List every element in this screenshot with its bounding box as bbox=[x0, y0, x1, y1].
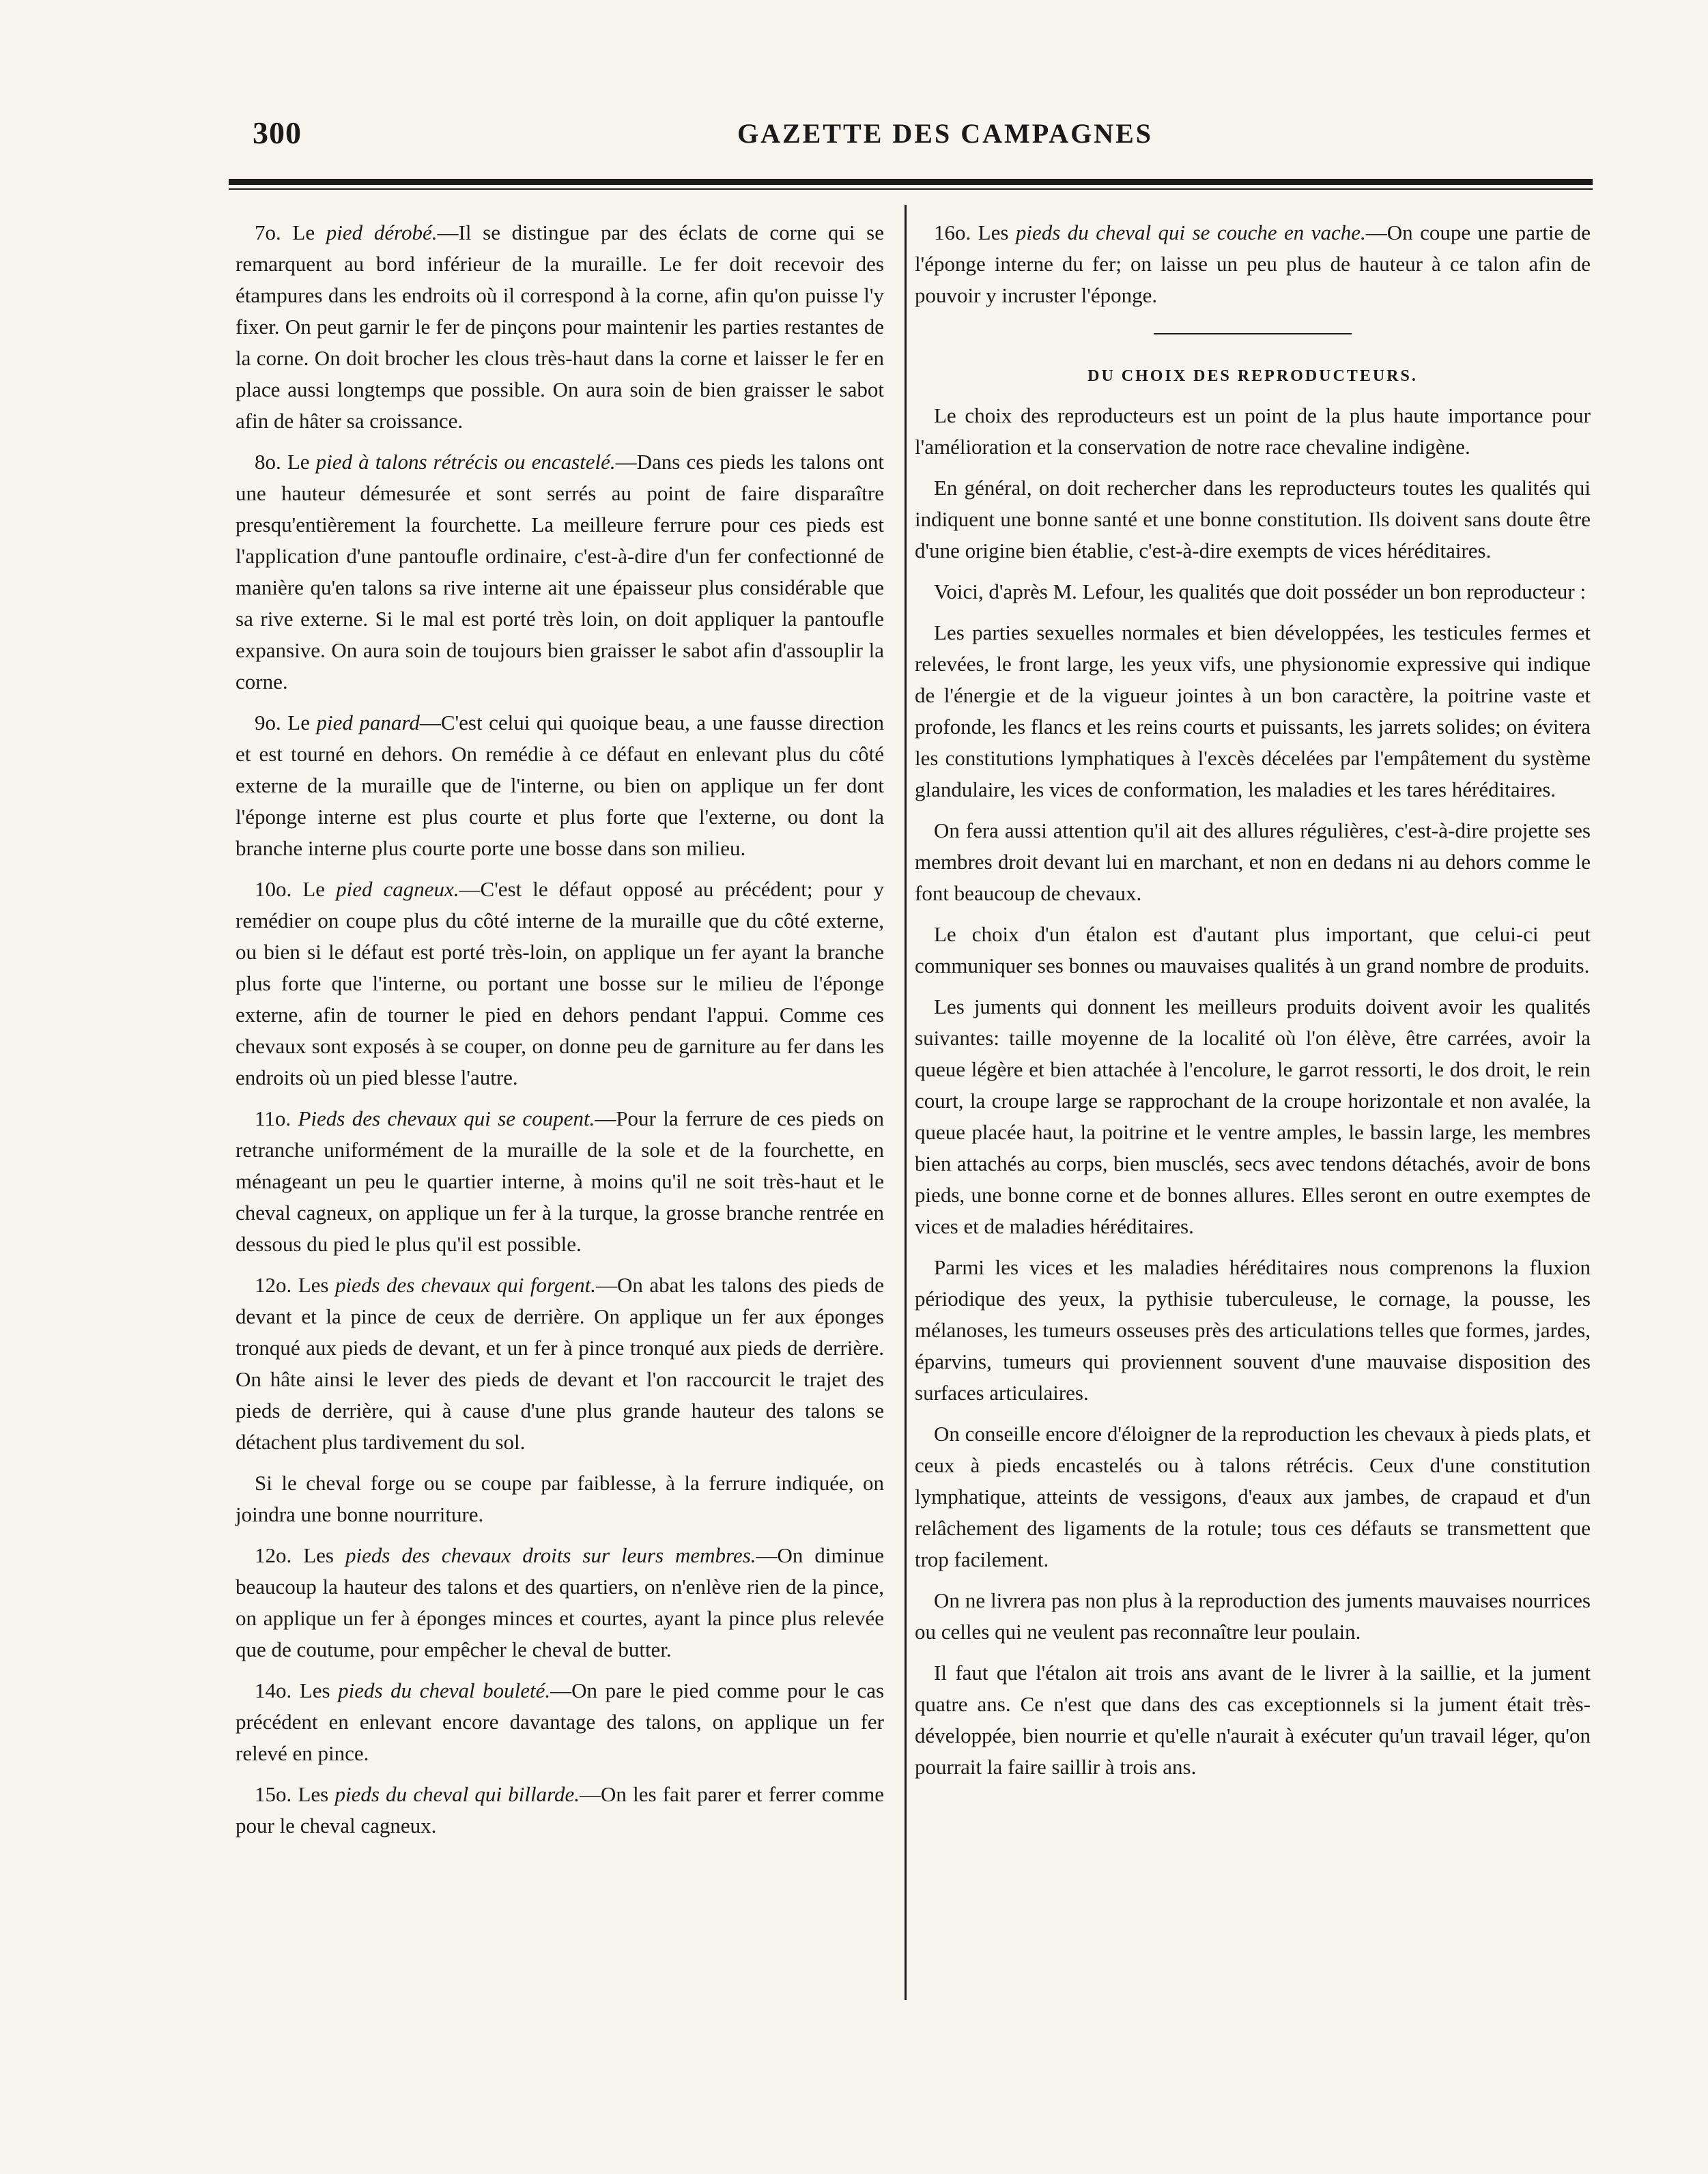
page-number: 300 bbox=[253, 115, 302, 150]
paragraph-14: 14o. Les pieds du cheval bouleté.—On pare le pied comme pour le cas précédent en enlevant encore davantage des talons, on applique un fer relevé en pince. bbox=[236, 1678, 885, 1765]
right-paragraph: Le choix d'un étalon est d'autant plus important, que celui-ci peut communiquer ses bonnes ou mauvaises qualités à un grand nombre de produits. bbox=[915, 922, 1591, 977]
right-paragraph: On fera aussi attention qu'il ait des allures régulières, c'est-à-dire projette ses membres droit devant lui en marchant, et non en dedans ni au dehors comme le font beaucoup de chevaux. bbox=[915, 818, 1591, 905]
paragraph-7: 7o. Le pied dérobé.—Il se distingue par des éclats de corne qui se remarquent au bord inférieur de la muraille. Le fer doit recevoir des étampures dans les endroits où il correspond à la corne, afin qu'on puisse l'y fixer. On peut garnir le fer de pinçons pour maintenir les parties restantes de la corne. On doit brocher les clous très-haut dans la corne et laisser le fer en place aussi longtemps que possible. On aura soin de bien graisser le sabot afin de hâter sa croissance. bbox=[236, 220, 884, 433]
paragraph-9: 9o. Le pied panard—C'est celui qui quoique beau, a une fausse direction et est tourné en dehors. On remédie à ce défaut en enlevant plus du côté externe de la muraille que de l'interne, ou bien on applique un fer dont l'éponge interne est plus courte et plus forte que l'externe, ou dont la branche interne plus courte porte une bosse dans son milieu. bbox=[236, 711, 884, 860]
section-rule bbox=[1154, 333, 1352, 334]
right-paragraph: Parmi les vices et les maladies héréditaires nous comprenons la fluxion périodique des yeux, la pythisie tuberculeuse, le cornage, la pousse, les mélanoses, les tumeurs osseuses près des articulations telles que formes, jardes, éparvins, tumeurs qui proviennent souvent d'une mauvaise disposition des surfaces articulaires. bbox=[915, 1255, 1591, 1405]
section-heading: DU CHOIX DES REPRODUCTEURS. bbox=[1087, 367, 1418, 385]
paragraph-8: 8o. Le pied à talons rétrécis ou encastelé.—Dans ces pieds les talons ont une hauteur démesurée et sont serrés au point de faire disparaître presqu'entièrement la fourchette. La meilleure ferrure pour ces pieds est l'application d'une pantoufle ordinaire, c'est-à-dire d'un fer confectionné de manière qu'en talons sa rive interne ait une épaisseur plus considérable que sa rive externe. Si le mal est porté très loin, on doit appliquer la pantoufle expansive. On aura soin de toujours bien graisser le sabot afin d'assouplir la corne. bbox=[236, 450, 885, 693]
masthead-title: GAZETTE DES CAMPAGNES bbox=[737, 118, 1154, 149]
right-paragraph: On ne livrera pas non plus à la reproduction des juments mauvaises nourrices ou celles qui ne veulent pas reconnaître leur poulain. bbox=[915, 1588, 1591, 1644]
paragraph-12b: 12o. Les pieds des chevaux droits sur leurs membres.—On diminue beaucoup la hauteur des talons et des quartiers, on n'enlève rien de la pince, on applique un fer à éponges minces et courtes, ayant la pince plus relevée que de coutume, pour empêcher le cheval de butter. bbox=[236, 1543, 884, 1661]
right-paragraph: Les parties sexuelles normales et bien développées, les testicules fermes et relevées, le front large, les yeux vifs, une physionomie expressive qui indique de l'énergie et de la vigueur jointes à un bon caractère, la poitrine vaste et profonde, les flancs et les reins courts et puissants, les jarrets solides; on évitera les constitutions lymphatiques à l'excès décelées par l'empâtement du système glandulaire, les vices de conformation, les maladies et les tares héréditaires. bbox=[915, 620, 1591, 801]
column-divider bbox=[905, 205, 907, 2000]
right-paragraph: Voici, d'après M. Lefour, les qualités que doit posséder un bon reproducteur : bbox=[934, 580, 1586, 603]
paragraph-16: 16o. Les pieds du cheval qui se couche en vache.—On coupe une partie de l'éponge interne du fer; on laisse un peu plus de hauteur à ce talon afin de pouvoir y incruster l'éponge. bbox=[915, 220, 1591, 307]
right-paragraph: Il faut que l'étalon ait trois ans avant de le livrer à la saillie, et la jument quatre ans. Ce n'est que dans des cas exceptionnels si la jument était très-développée, bien nourrie et qu'elle n'aurait à exécuter qu'un travail léger, qu'on pourrait la faire saillir à trois ans. bbox=[915, 1661, 1591, 1779]
left-column bbox=[236, 217, 884, 1851]
paragraph-12a: 12o. Les pieds des chevaux qui forgent.—On abat les talons des pieds de devant et la pince de ceux de derrière. On applique un fer aux éponges tronqué aux pieds de devant, et un fer à pince tronqué aux pieds de derrière. On hâte ainsi le lever des pieds de devant et l'on raccourcit le trajet des pieds de derrière, qui à cause d'une plus grande hauteur des talons se détachent plus tardivement du sol. bbox=[236, 1273, 885, 1454]
paragraph-15: 15o. Les pieds du cheval qui billarde.—On les fait parer et ferrer comme pour le cheval cagneux. bbox=[236, 1782, 885, 1837]
paragraph-11: 11o. Pieds des chevaux qui se coupent.—Pour la ferrure de ces pieds on retranche uniformément de la muraille de la sole et de la fourchette, en ménageant un peu le quartier interne, à moins qu'il ne soit très-haut et le cheval cagneux, on applique un fer à la turque, la grosse branche rentrée en dessous du pied le plus qu'il est possible. bbox=[236, 1106, 884, 1256]
header-rule-thick bbox=[229, 179, 1593, 185]
header-rule-thin bbox=[229, 188, 1593, 190]
right-paragraph: On conseille encore d'éloigner de la reproduction les chevaux à pieds plats, et ceux à pieds encastelés ou à talons rétrécis. Ceux d'une constitution lymphatique, atteints de vessigons, d'eaux aux jambes, de crapaud et d'un relâchement des ligaments de la rotule; tous ces défauts se transmettent que trop facilement. bbox=[915, 1422, 1591, 1571]
right-paragraph: Les juments qui donnent les meilleurs produits doivent avoir les qualités suivantes: taille moyenne de la localité où l'on élève, être carrées, avoir la queue légère et bien attachée à l'encolure, le garrot ressorti, le dos droit, le rein court, la croupe large se rapprochant de la croupe horizontale et non avalée, la queue placée haut, la poitrine et le ventre amples, le bassin large, les membres bien attachés au corps, bien musclés, secs avec tendons détachés, avoir de bons pieds, une bonne corne et de bonnes allures. Elles seront en outre exemptes de vices et de maladies héréditaires. bbox=[915, 995, 1591, 1238]
right-paragraph: En général, on doit rechercher dans les reproducteurs toutes les qualités qui indiquent une bonne santé et une bonne constitution. Ils doivent sans doute être d'une origine bien établie, c'est-à-dire exempts de vices héréditaires. bbox=[915, 476, 1591, 562]
paragraph-12a-note: Si le cheval forge ou se coupe par faiblesse, à la ferrure indiquée, on joindra une bonne nourriture. bbox=[236, 1471, 884, 1526]
right-paragraph: Le choix des reproducteurs est un point de la plus haute importance pour l'amélioration et la conservation de notre race chevaline indigène. bbox=[915, 403, 1591, 459]
right-column bbox=[915, 217, 1591, 1792]
paragraph-10: 10o. Le pied cagneux.—C'est le défaut opposé au précédent; pour y remédier on coupe plus du côté interne de la muraille que du côté externe, ou bien si le défaut est porté très-loin, on applique un fer ayant la branche plus forte que l'interne, ou portant une bosse sur le milieu de l'éponge externe, afin de tourner le pied en dehors pendant l'appui. Comme ces chevaux sont exposés à se couper, on donne peu de garniture au fer dans les endroits où un pied blesse l'autre. bbox=[236, 877, 884, 1089]
